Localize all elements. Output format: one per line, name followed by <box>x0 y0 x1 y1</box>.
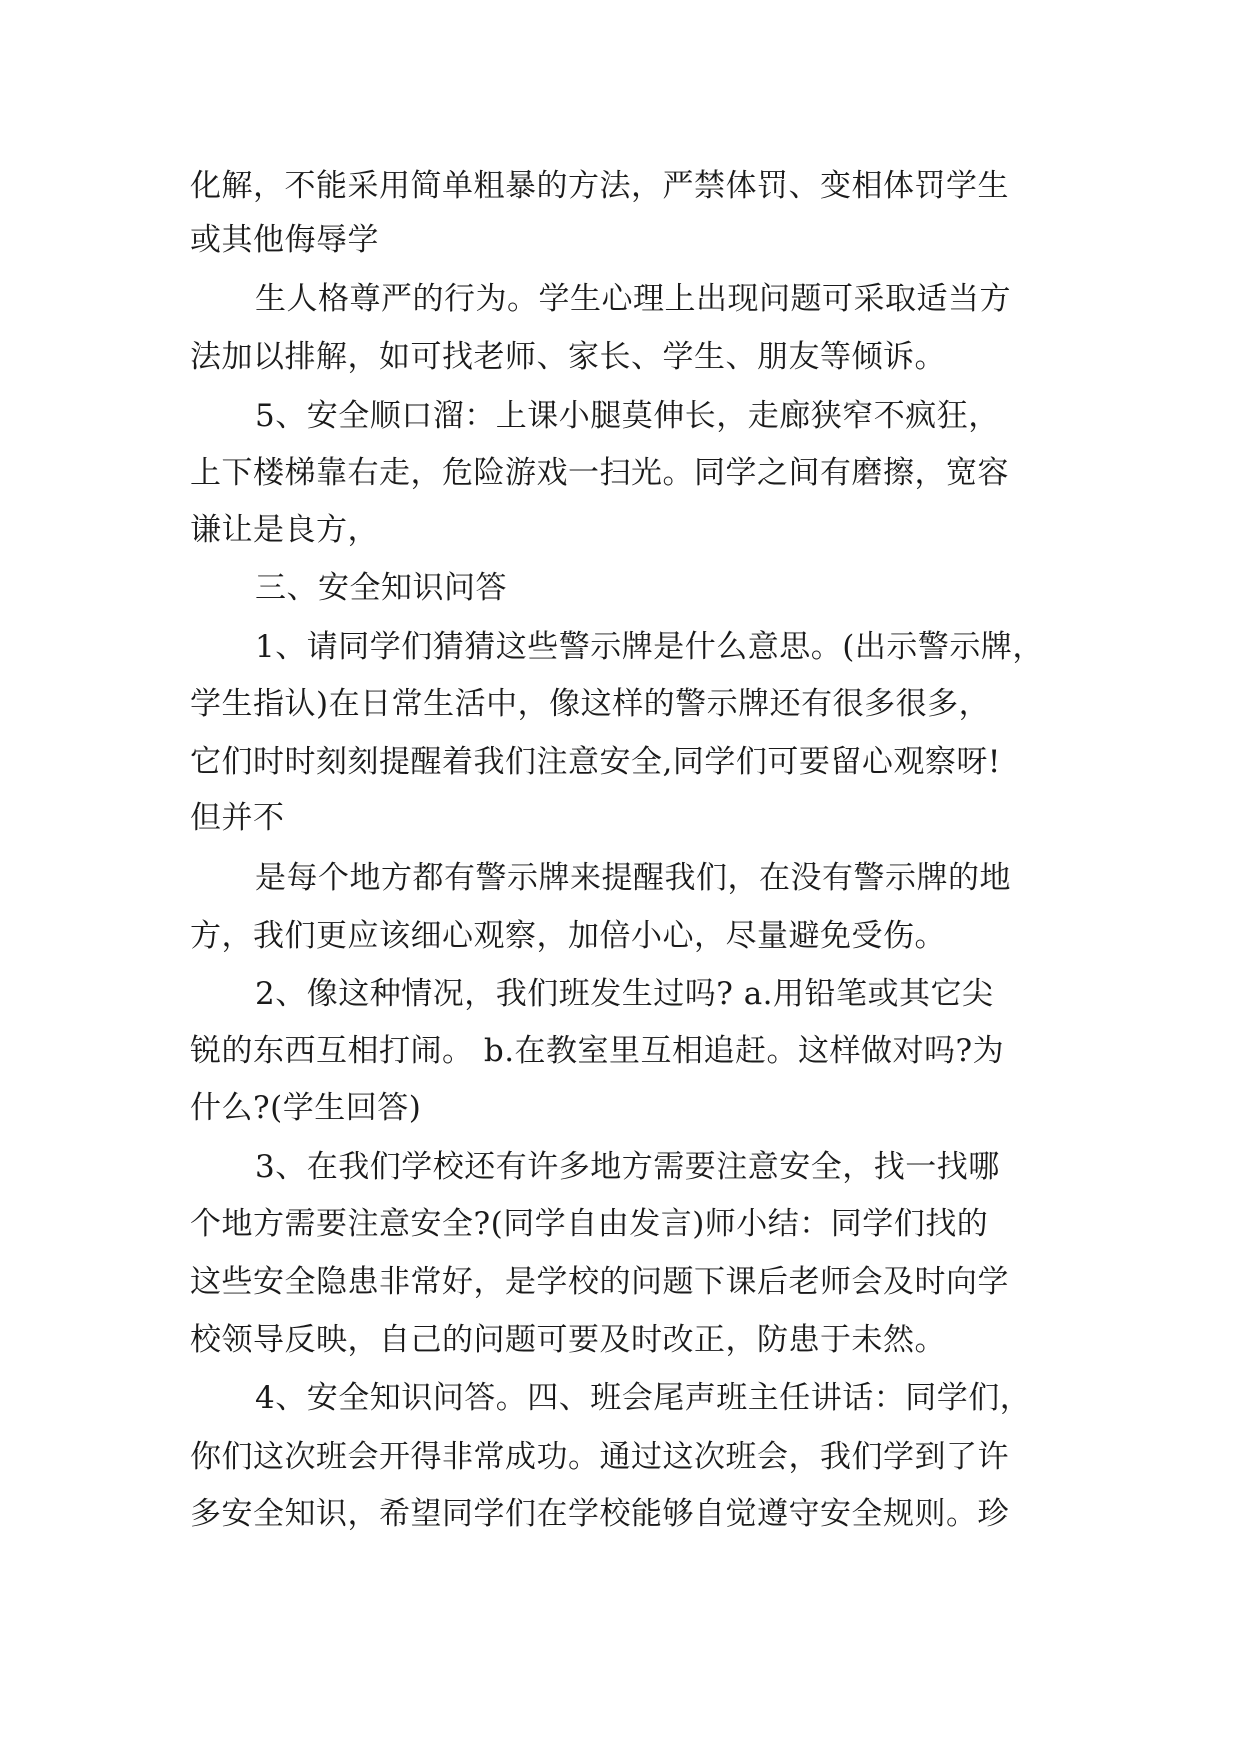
text-line: 是每个地方都有警示牌来提醒我们，在没有警示牌的地 <box>255 860 1011 896</box>
text-line: 5、安全顺口溜：上课小腿莫伸长，走廊狭窄不疯狂， <box>255 398 1000 434</box>
text-line: 校领导反映，自己的问题可要及时改正，防患于未然。 <box>190 1322 946 1358</box>
text-line: 或其他侮辱学 <box>190 222 379 258</box>
text-line: 化解，不能采用简单粗暴的方法，严禁体罚、变相体罚学生 <box>190 168 1009 204</box>
section-heading: 三、安全知识问答 <box>255 570 507 606</box>
text-line: 生人格尊严的行为。学生心理上出现问题可采取适当方 <box>255 281 1011 317</box>
text-line: 上下楼梯靠右走，危险游戏一扫光。同学之间有磨擦，宽容 <box>190 455 1009 491</box>
text-line: 锐的东西互相打闹。 b.在教室里互相追赶。这样做对吗?为 <box>190 1033 1005 1069</box>
text-line: 你们这次班会开得非常成功。通过这次班会，我们学到了许 <box>190 1439 1009 1475</box>
text-line: 1、请同学们猜猜这些警示牌是什么意思。(出示警示牌， <box>255 629 1044 665</box>
text-line: 2、像这种情况，我们班发生过吗? a.用铅笔或其它尖 <box>255 976 994 1012</box>
text-line: 方，我们更应该细心观察，加倍小心，尽量避免受伤。 <box>190 918 946 954</box>
text-line: 这些安全隐患非常好，是学校的问题下课后老师会及时向学 <box>190 1264 1009 1300</box>
text-line: 4、安全知识问答。四、班会尾声班主任讲话：同学们， <box>255 1380 1032 1416</box>
text-line: 谦让是良方， <box>190 512 379 548</box>
text-line: 多安全知识，希望同学们在学校能够自觉遵守安全规则。珍 <box>190 1496 1009 1532</box>
text-line: 法加以排解，如可找老师、家长、学生、朋友等倾诉。 <box>190 339 946 375</box>
text-line: 3、在我们学校还有许多地方需要注意安全，找一找哪 <box>255 1149 1000 1185</box>
text-line: 它们时时刻刻提醒着我们注意安全,同学们可要留心观察呀! <box>190 744 1001 780</box>
text-line: 什么?(学生回答) <box>190 1090 422 1126</box>
text-line: 个地方需要注意安全?(同学自由发言)师小结：同学们找的 <box>190 1206 989 1242</box>
text-line: 学生指认)在日常生活中，像这样的警示牌还有很多很多， <box>190 686 991 722</box>
text-line: 但并不 <box>190 800 285 836</box>
